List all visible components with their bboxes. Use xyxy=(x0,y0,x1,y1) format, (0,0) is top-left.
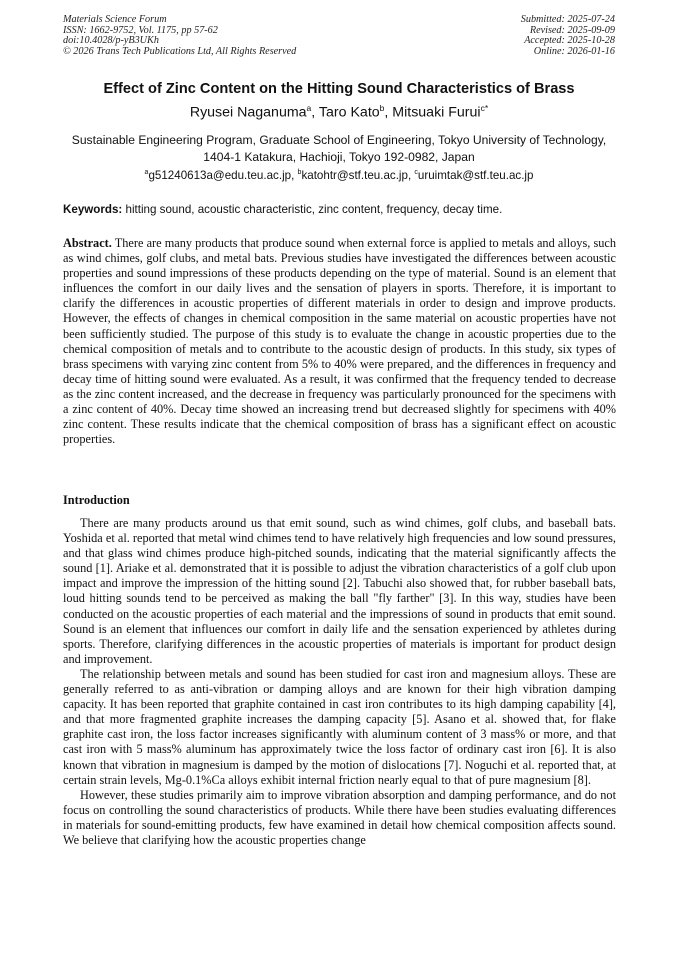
author-separator: , xyxy=(384,104,393,121)
author-affiliation-mark: b xyxy=(379,103,385,113)
keywords xyxy=(63,203,616,216)
introduction-body xyxy=(63,516,616,848)
paragraph: There are many products around us that emit sound, such as wind chimes, golf clubs, and baseball bats. Yoshida et al. reported that metal wind chimes tend to have relatively high frequencies and low sound pressures, and that glass wind chimes produce high-pitched sounds, indicating that the material significantly affects the sound [1]. Ariake et al. demonstrated that it is possible to adjust the vibration characteristics of a golf club upon impact and improve the impression of the hitting sound [2]. Tabuchi also showed that, for rubber baseball bats, loud hitting sounds tend to be perceived as making the ball "fly farther" [3]. In this way, studies have been conducted on the acoustic properties of each material and the impressions of sound in products that emit sound. Sound is an element that influences our comfort in daily life and the sensation experienced by athletes during sports. Therefore, clarifying differences in the acoustic properties of materials is important for product design and improvement. xyxy=(63,516,616,666)
abstract-text: There are many products that produce sound when external force is applied to metals and alloys, such as wind chimes, golf clubs, and metal bats. Previous studies have investigated the differences between acoustic properties and sound impressions of these products depending on the type of material. Sound is an element that influences the comfort in our daily lives and the sensation of players in sports. Therefore, it is important to clarify the differences in acoustic properties of different materials in order to design and improve products. However, the effects of changes in chemical composition in the same material on acoustic properties have not been sufficiently studied. The purpose of this study is to evaluate the change in acoustic properties due to the chemical composition of metals and to contribute to the acoustic design of products. In this study, six types of brass specimens with varying zinc content from 5% to 40% were prepared, and the differences in frequency and decay time of hitting sound were evaluated. As a result, it was confirmed that the frequency tended to decrease as the zinc content increased, and the decrease in frequency was particularly pronounced for the specimens with a zinc content of 40%. Decay time showed an increasing trend but decreased slightly for specimens with 40% zinc content. These results indicate that the chemical composition of brass has a significant effect on acoustic properties. xyxy=(63,236,616,447)
affiliation xyxy=(60,132,618,166)
journal-copyright: © 2026 Trans Tech Publications Ltd, All Rights Reserved xyxy=(63,45,297,57)
author-affiliation-mark: c* xyxy=(480,103,489,113)
keywords-label: Keywords: xyxy=(63,203,123,216)
date-revised: Revised: 2025-09-09 xyxy=(529,24,615,36)
paragraph: The relationship between metals and sound has been studied for cast iron and magnesium alloys. These are generally referred to as anti-vibration or damping alloys and are known for their high vibration damping capacity. It has been reported that graphite contained in cast iron contributes to its high damping capability [4], and that more fragmented graphite increases the damping capacity [5]. Asano et al. showed that, for flake graphite cast iron, the loss factor increases significantly with aluminum content of 3 mass% or more, and that cast iron with 5 mass% aluminum has approximately twice the loss factor of ordinary cast iron [6]. It is also known that vibration in magnesium is damped by the motion of dislocations [7]. Noguchi et al. reported that, at certain strain levels, Mg-0.1%Ca alloys exhibit internal friction nearly equal to that of pure magnesium [8]. xyxy=(63,666,616,787)
date-submitted: Submitted: 2025-07-24 xyxy=(520,14,615,25)
date-online: Online: 2026-01-16 xyxy=(533,45,615,57)
email-separator: , xyxy=(407,169,415,182)
author-name: Ryusei Naganuma xyxy=(189,104,307,121)
author-separator: , xyxy=(311,104,319,121)
keywords-text: hitting sound, acoustic characteristic, zinc content, frequency, decay time. xyxy=(125,203,503,216)
author-affiliation-mark: a xyxy=(306,103,312,113)
email-mark: c xyxy=(414,169,418,177)
date-accepted: Accepted: 2025-10-28 xyxy=(524,35,615,47)
email-mark: a xyxy=(144,169,149,177)
author-list xyxy=(0,103,678,121)
publication-dates xyxy=(521,15,615,57)
email-separator: , xyxy=(291,169,298,182)
email-address[interactable]: g51240613a@edu.teu.ac.jp xyxy=(148,169,292,182)
journal-issn: ISSN: 1662-9752, Vol. 1175, pp 57-62 xyxy=(63,24,218,36)
email-address[interactable]: katohtr@stf.teu.ac.jp xyxy=(301,169,408,182)
journal-name: Materials Science Forum xyxy=(63,14,167,25)
paper-title: Effect of Zinc Content on the Hitting Sound Characteristics of Brass xyxy=(103,81,575,97)
journal-doi[interactable]: doi:10.4028/p-yB3UKh xyxy=(63,35,159,47)
email-mark: b xyxy=(297,169,302,177)
abstract xyxy=(63,236,616,447)
email-address[interactable]: uruimtak@stf.teu.ac.jp xyxy=(417,169,534,182)
author-name: Mitsuaki Furui xyxy=(392,104,481,121)
author-name: Taro Kato xyxy=(318,104,380,121)
journal-header xyxy=(63,15,296,57)
abstract-label: Abstract. xyxy=(63,236,112,250)
affiliation-line: Sustainable Engineering Program, Graduate School of Engineering, Tokyo University of Technology, xyxy=(71,133,607,147)
affiliation-line: 1404-1 Katakura, Hachioji, Tokyo 192-0982, Japan xyxy=(203,150,475,164)
section-heading-introduction: Introduction xyxy=(63,493,130,507)
paragraph: However, these studies primarily aim to improve vibration absorption and damping performance, and do not focus on controlling the sound characteristics of products. While there have been studies evaluating differences in materials for sound-emitting products, few have examined in detail how chemical composition affects sound. We believe that clarifying how the acoustic properties change xyxy=(63,787,616,847)
author-emails xyxy=(0,169,678,182)
